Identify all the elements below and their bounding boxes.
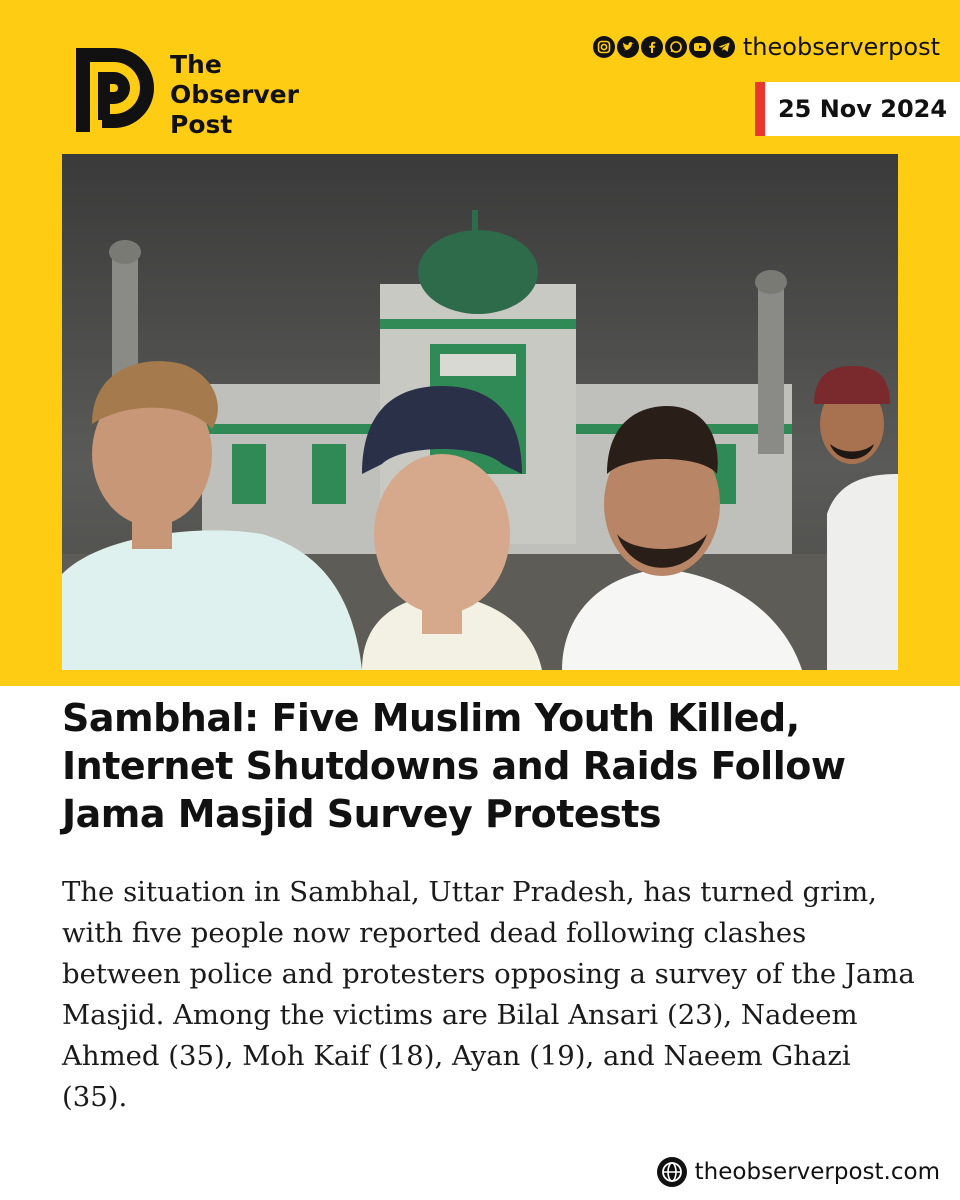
brand-name bbox=[170, 50, 299, 140]
article-headline: Sambhal: Five Muslim Youth Killed, Internet Shutdowns and Raids Follow Jama Masjid Survey Protests bbox=[62, 696, 846, 836]
article-body: The situation in Sambhal, Uttar Pradesh, has turned grim, with five people now reported dead following clashes between police and protesters opposing a survey of the Jama Masjid. Among the victims are Bilal Ansari (23), Nadeem Ahmed (35), Moh Kaif (18), Ayan (19), and Naeem Ghazi (35). bbox=[62, 876, 915, 1113]
whatsapp-icon[interactable] bbox=[665, 36, 687, 58]
brand-name-line1: The bbox=[170, 50, 222, 79]
logo-mark-icon bbox=[72, 44, 160, 136]
date-badge: 25 Nov 2024 bbox=[755, 82, 960, 136]
footer-website[interactable] bbox=[657, 1154, 940, 1190]
instagram-icon[interactable] bbox=[593, 36, 615, 58]
facebook-icon[interactable] bbox=[641, 36, 663, 58]
youtube-icon[interactable] bbox=[689, 36, 711, 58]
brand-name-line3: Post bbox=[170, 110, 233, 139]
mosque-and-victims-photo bbox=[62, 154, 898, 670]
telegram-icon[interactable] bbox=[713, 36, 735, 58]
website-link[interactable]: theobserverpost.com bbox=[694, 1159, 940, 1185]
brand-name-line2: Observer bbox=[170, 80, 299, 109]
globe-icon bbox=[657, 1157, 687, 1187]
social-handle[interactable]: theobserverpost bbox=[742, 33, 940, 61]
twitter-icon[interactable] bbox=[617, 36, 639, 58]
brand-logo bbox=[72, 44, 312, 139]
social-row bbox=[593, 32, 940, 62]
news-photo bbox=[62, 154, 898, 670]
